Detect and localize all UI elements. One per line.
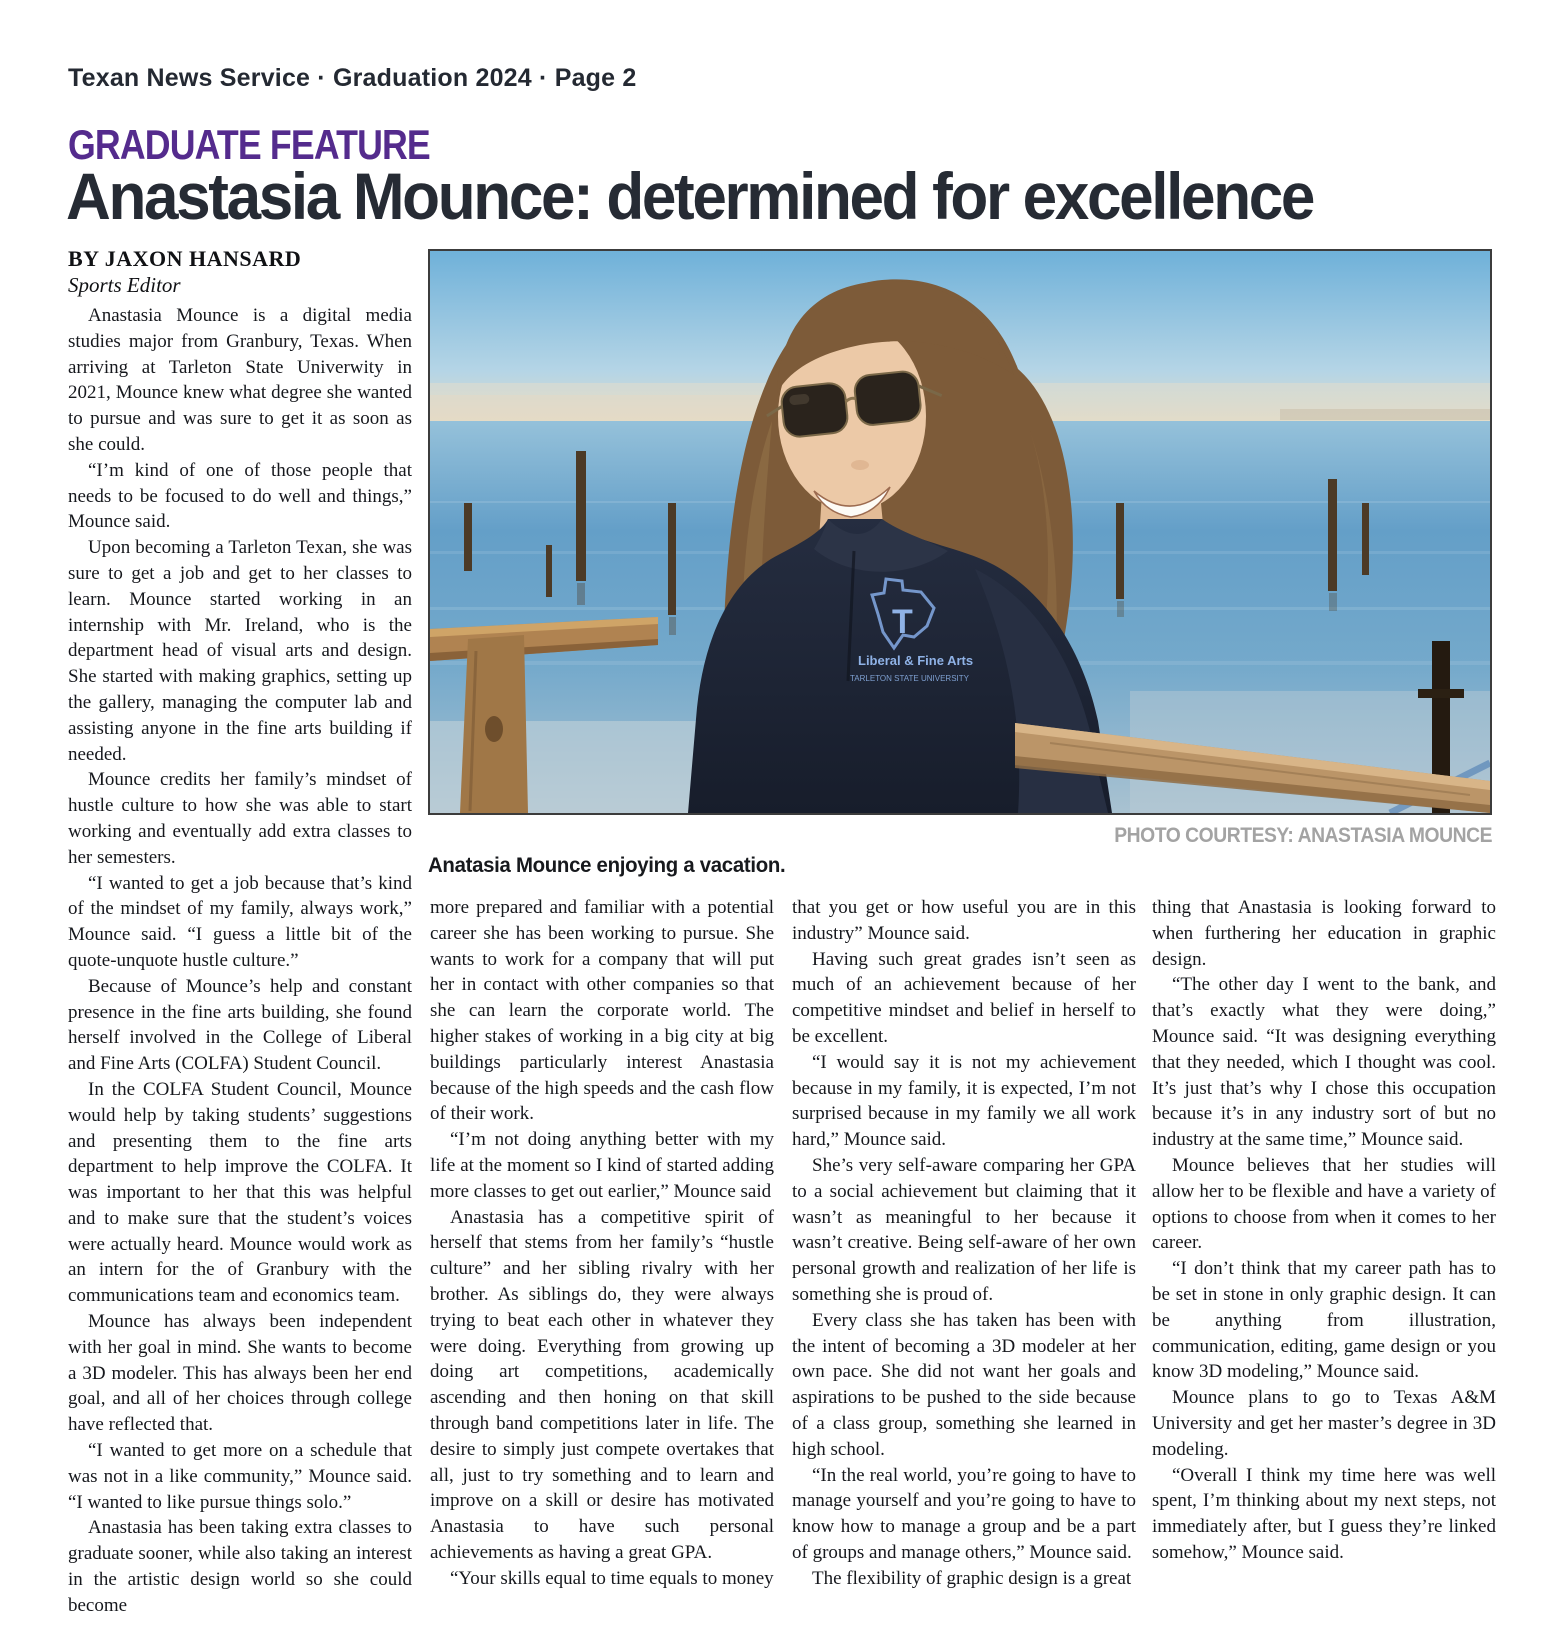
feature-photo — [428, 249, 1492, 815]
article-paragraph: “Overall I think my time here was well spent, I’m thinking about my next steps, not immediately after, but I guess they’re linked somehow,” Mounce said. — [1152, 1464, 1496, 1563]
article-paragraph: Mounce believes that her studies will allow her to be flexible and have a variety of options to choose from when it comes to her career. — [1152, 1154, 1496, 1254]
article-paragraph: “The other day I went to the bank, and that’s exactly what they were doing,” Mounce said. “It was designing everything that they needed, which I thought was cool. It’s just that’s why I chose this occupation because it’s in any industry sort of but no industry at the same time,” Mounce said. — [1152, 974, 1496, 1151]
article-paragraph: Because of Mounce’s help and constant presence in the fine arts building, she found herself involved in the College of Liberal and Fine Arts (COLFA) Student Council. — [68, 975, 412, 1075]
article-column-4 — [1152, 895, 1496, 1566]
article-column-3 — [792, 895, 1136, 1592]
article-paragraph: Mounce has always been independent with her goal in mind. She wants to become a 3D modeler. This has always been her end goal, and all of her choices through college have reflected that. — [68, 1311, 412, 1436]
article-paragraph: “I’m not doing anything better with my life at the moment so I kind of started adding more classes to get out earlier,” Mounce said — [430, 1129, 774, 1202]
article-paragraph: Upon becoming a Tarleton Texan, she was sure to get a job and get to her classes to learn. Mounce started working in an internship with Mr. Ireland, who is the department head of visual arts and design. She started with making graphics, setting up the gallery, managing the computer lab and assisting anyone in the fine arts building if needed. — [68, 537, 412, 765]
article-column-1 — [68, 303, 412, 1619]
article-paragraph: The flexibility of graphic design is a great — [812, 1567, 1132, 1589]
byline — [68, 246, 301, 298]
article-paragraph: “I wanted to get more on a schedule that was not in a like community,” Mounce said. “I wanted to like pursue things solo.” — [68, 1440, 412, 1513]
svg-text:T: T — [892, 603, 913, 641]
article-paragraph: Mounce credits her family’s mindset of hustle culture to how she was able to start working and eventually add extra classes to her semesters. — [68, 769, 412, 868]
article-paragraph: Having such great grades isn’t seen as much of an achievement because of her competitive mindset and belief in herself to be excellent. — [792, 948, 1136, 1047]
byline-role: Sports Editor — [68, 273, 181, 297]
article-paragraph: She’s very self-aware comparing her GPA to a social achievement but claiming that it wasn’t as meaningful to her because it wasn’t creative. Being self-aware of her own personal growth and realization of her life is something she is proud of. — [792, 1154, 1136, 1305]
article-paragraph: “Your skills equal to time equals to money — [450, 1567, 774, 1589]
byline-author: BY JAXON HANSARD — [68, 246, 302, 271]
article-paragraph: that you get or how useful you are in this industry” Mounce said. — [792, 897, 1136, 944]
logo-text-line2: TARLETON STATE UNIVERSITY — [850, 674, 969, 683]
article-paragraph: “I would say it is not my achievement because in my family, it is expected, I’m not surprised because in my family we all work hard,” Mounce said. — [792, 1051, 1136, 1151]
article-paragraph: Anastasia has a competitive spirit of herself that stems from her family’s “hustle culture” and her sibling rivalry with her brother. As siblings do, they were always trying to beat each other in whatever they were doing. Everything from growing up doing art competitions, academically ascending and then honing on that skill through band competitions later in life. The desire to simply just compete overtakes that all, just to try something and to learn and improve on a skill or desire has motivated Anastasia to have such personal achievements as having a great GPA. — [430, 1206, 774, 1563]
photo-credit: PHOTO COURTESY: ANASTASIA MOUNCE — [1114, 824, 1492, 847]
photo-illustration — [430, 251, 1490, 813]
article-paragraph: Anastasia has been taking extra classes to graduate sooner, while also taking an interest in the artistic design world so she could become — [68, 1517, 412, 1616]
article-paragraph: Mounce plans to go to Texas A&M University and get her master’s degree in 3D modeling. — [1152, 1387, 1496, 1460]
logo-text-line1: Liberal & Fine Arts — [858, 653, 974, 668]
photo-caption: Anatasia Mounce enjoying a vacation. — [428, 854, 786, 877]
article-paragraph: thing that Anastasia is looking forward to when furthering her education in graphic design. — [1152, 897, 1496, 970]
article-paragraph: In the COLFA Student Council, Mounce would help by taking students’ suggestions and presenting them to the fine arts department to help improve the COLFA. It was important to her that this was helpful and to make sure that the student’s voices were actually heard. Mounce would work as an intern for the of Granbury with the communications team and economics team. — [68, 1078, 412, 1307]
article-paragraph: “I wanted to get a job because that’s kind of the mindset of my family, always work,” Mounce said. “I guess a little bit of the quote-unquote hustle culture.” — [68, 872, 412, 971]
article-paragraph: more prepared and familiar with a potential career she has been working to pursue. She wants to work for a company that will put her in contact with other companies so that she can learn the corporate world. The higher stakes of working in a big city at big buildings particularly interest Anastasia because of the high speeds and the cash flow of their work. — [430, 897, 774, 1125]
article-column-2 — [430, 895, 774, 1592]
masthead: Texan News Service · Graduation 2024 · Page 2 — [68, 64, 637, 92]
article-paragraph: “In the real world, you’re going to have to manage yourself and you’re going to have to know how to manage a group and be a part of groups and manage others,” Mounce said. — [792, 1464, 1136, 1563]
article-paragraph: “I don’t think that my career path has to be set in stone in only graphic design. It can be anything from illustration, communication, editing, game design or you know 3D modeling,” Mounce said. — [1152, 1258, 1496, 1383]
section-kicker: GRADUATE FEATURE — [68, 121, 430, 168]
article-paragraph: “I’m kind of one of those people that needs to be focused to do well and things,” Mounce said. — [68, 459, 412, 533]
article-paragraph: Anastasia Mounce is a digital media studies major from Granbury, Texas. When arriving at Tarleton State Univerwity in 2021, Mounce knew what degree she wanted to pursue and was sure to get it as soon as she could. — [68, 305, 412, 455]
article-paragraph: Every class she has taken has been with the intent of becoming a 3D modeler at her own pace. She did not want her goals and aspirations to be pushed to the side because of a class group, something she learned in high school. — [792, 1309, 1136, 1460]
article-headline: Anastasia Mounce: determined for excellence — [66, 159, 1314, 233]
